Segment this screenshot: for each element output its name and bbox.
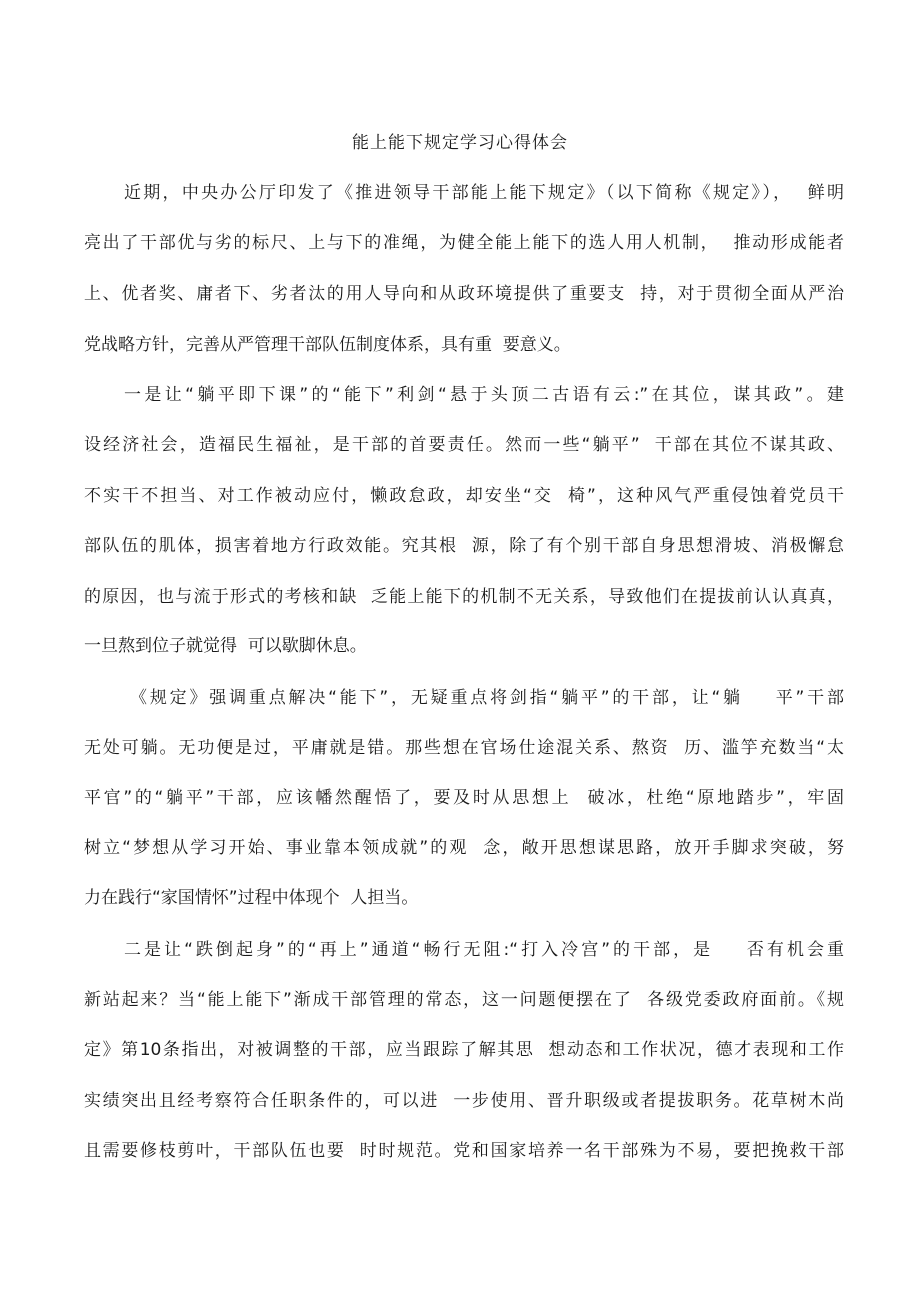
paragraph-2-line-5: 的原因，也与流于形式的考核和缺 乏能上能下的机制不无关系，导致他们在提拔前认认真真， — [84, 587, 844, 607]
document-title: 能上能下规定学习心得体会 — [352, 133, 568, 153]
paragraph-3-line-5: 力在践行“家国情怀”过程中体现个 人担当。 — [84, 888, 419, 908]
paragraph-2-line-4: 部队伍的肌体，损害着地方行政效能。究其根 源，除了有个别干部自身思想滑坡、消极懈怠 — [84, 536, 844, 556]
paragraph-1-line-2: 亮出了干部优与劣的标尺、上与下的准绳，为健全能上能下的选人用人机制， 推动形成能者 — [84, 233, 844, 253]
paragraph-2-line-2: 设经济社会，造福民生福祉，是干部的首要责任。然而一些“躺平” 干部在其位不谋其政、 — [84, 435, 844, 455]
paragraph-4-line-3: 定》第10条指出，对被调整的干部，应当跟踪了解其思 想动态和工作状况，德才表现和工作 — [84, 1040, 844, 1060]
paragraph-3-line-3: 平官”的“躺平”干部，应该幡然醒悟了，要及时从思想上 破冰，杜绝“原地踏步”，牢固 — [84, 788, 844, 808]
paragraph-4-line-5: 且需要修枝剪叶，干部队伍也要 时时规范。党和国家培养一名干部殊为不易，要把挽救干部 — [84, 1141, 844, 1161]
paragraph-4-line-1: 二是让“跌倒起身”的“再上”通道“畅行无阻:“打入冷宫”的干部，是 否有机会重 — [124, 940, 844, 960]
paragraph-2-line-6: 一旦熬到位子就觉得 可以歇脚休息。 — [84, 636, 367, 656]
paragraph-2-line-1: 一是让“躺平即下课”的“能下”利剑“悬于头顶二古语有云:”在其位，谋其政”。建 — [124, 385, 844, 405]
paragraph-3-line-2: 无处可躺。无功便是过，平庸就是错。那些想在官场仕途混关系、熬资 历、滥竽充数当“太 — [84, 738, 844, 758]
paragraph-4-line-2: 新站起来？当“能上能下”渐成干部管理的常态，这一问题便摆在了 各级党委政府面前。《规 — [84, 990, 844, 1010]
paragraph-1-line-1: 近期，中央办公厅印发了《推进领导干部能上能下规定》（以下简称《规定》）， 鲜明 — [124, 183, 844, 203]
paragraph-3-line-4: 树立“梦想从学习开始、事业靠本领成就”的观 念，敞开思想谋思路，放开手脚求突破，努 — [84, 838, 844, 858]
paragraph-4-line-4: 实绩突出且经考察符合任职条件的，可以进 一步使用、晋升职级或者提拔职务。花草树木尚 — [84, 1091, 844, 1111]
paragraph-1-line-3: 上、优者奖、庸者下、劣者汰的用人导向和从政环境提供了重要支 持，对于贯彻全面从严治 — [84, 284, 844, 304]
paragraph-1-line-4: 党战略方针，完善从严管理干部队伍制度体系，具有重 要意义。 — [84, 335, 571, 355]
paragraph-2-line-3: 不实干不担当、对工作被动应付，懒政怠政，却安坐“交 椅”，这种风气严重侵蚀着党员干 — [84, 486, 844, 506]
paragraph-3-line-1: 《规定》强调重点解决“能下”，无疑重点将剑指“躺平”的干部，让“躺 平”干部 — [130, 688, 844, 708]
